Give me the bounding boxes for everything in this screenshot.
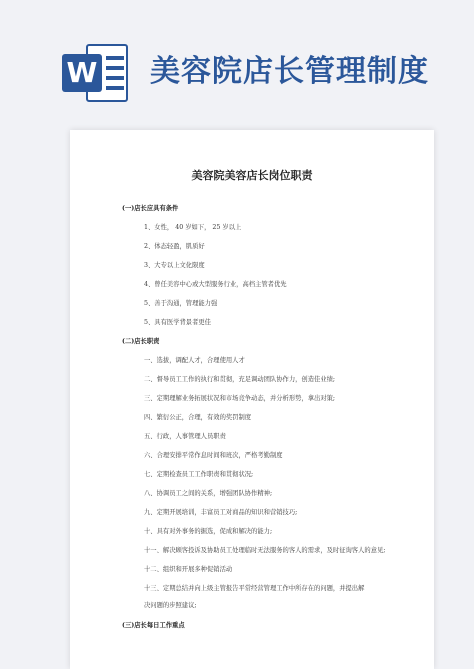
list-item: 十二、组织和开展多种促销活动 xyxy=(144,566,233,573)
document-title: 美容院美容店长岗位职责 xyxy=(191,169,313,182)
banner-title: 美容院店长管理制度 xyxy=(150,54,429,89)
list-item: 5、善于沟通，管理能力强 xyxy=(144,300,218,307)
list-item: 2、体态轻盈，肌质好 xyxy=(144,243,205,250)
list-item: 四、繁衍公正，合理，有效的奖罚制度 xyxy=(144,414,252,421)
list-item: 3、大专以上文化限度 xyxy=(144,262,205,269)
list-item: 十、具有对外事务的掘选，促成和解决的能力; xyxy=(144,528,273,535)
list-item: 十三、定期总结并向上级主管报告平常经营管理工作中所存在的问题，并提出解 xyxy=(144,585,365,592)
list-item: 六、合理安排平常作息时间和班次，严格考勤制度 xyxy=(144,452,283,459)
list-item: 5、具有医学背景者更佳 xyxy=(144,319,211,326)
list-item: 二、督导员工工作的执行和贯彻，充足调动团队协作力，创造佳业绩; xyxy=(144,376,336,383)
list-item: 决问题的步照建议; xyxy=(144,602,197,609)
list-item: 三、定期理解业务拓展状况和市场竞争动态，并分析形势，拿出对策; xyxy=(144,395,336,402)
section-heading-daily-focus: (三)店长每日工作重点 xyxy=(122,622,185,629)
list-item: 七、定期检查员工工作职责和贯彻状况; xyxy=(144,471,254,478)
list-item: 4、曾任美容中心或大型服务行业，高档主管者优先 xyxy=(144,281,287,288)
list-item: 九、定期开展培训，丰富员工对商品的知识和营销技巧; xyxy=(144,509,298,516)
section-heading-requirements: (一)店长应具有条件 xyxy=(122,205,179,212)
list-item: 一、选拔，调配人才，合理使用人才 xyxy=(144,357,245,364)
list-item: 十一、解决顾客投诉及协助员工处理临时无法服务的客人的需求，及时征询客人的意见; xyxy=(144,547,386,554)
list-item: 五、行政，人事管理人员职责 xyxy=(144,433,226,440)
banner xyxy=(0,0,474,130)
word-icon xyxy=(62,42,130,104)
document-page xyxy=(70,130,434,669)
section-heading-duties: (二)店长职责 xyxy=(122,338,160,345)
list-item: 1、女性， 40 岁如下， 25 岁以上 xyxy=(144,224,242,231)
word-letter: W xyxy=(62,54,102,92)
list-item: 八、协调员工之间的关系，增强团队协作精神; xyxy=(144,490,273,497)
